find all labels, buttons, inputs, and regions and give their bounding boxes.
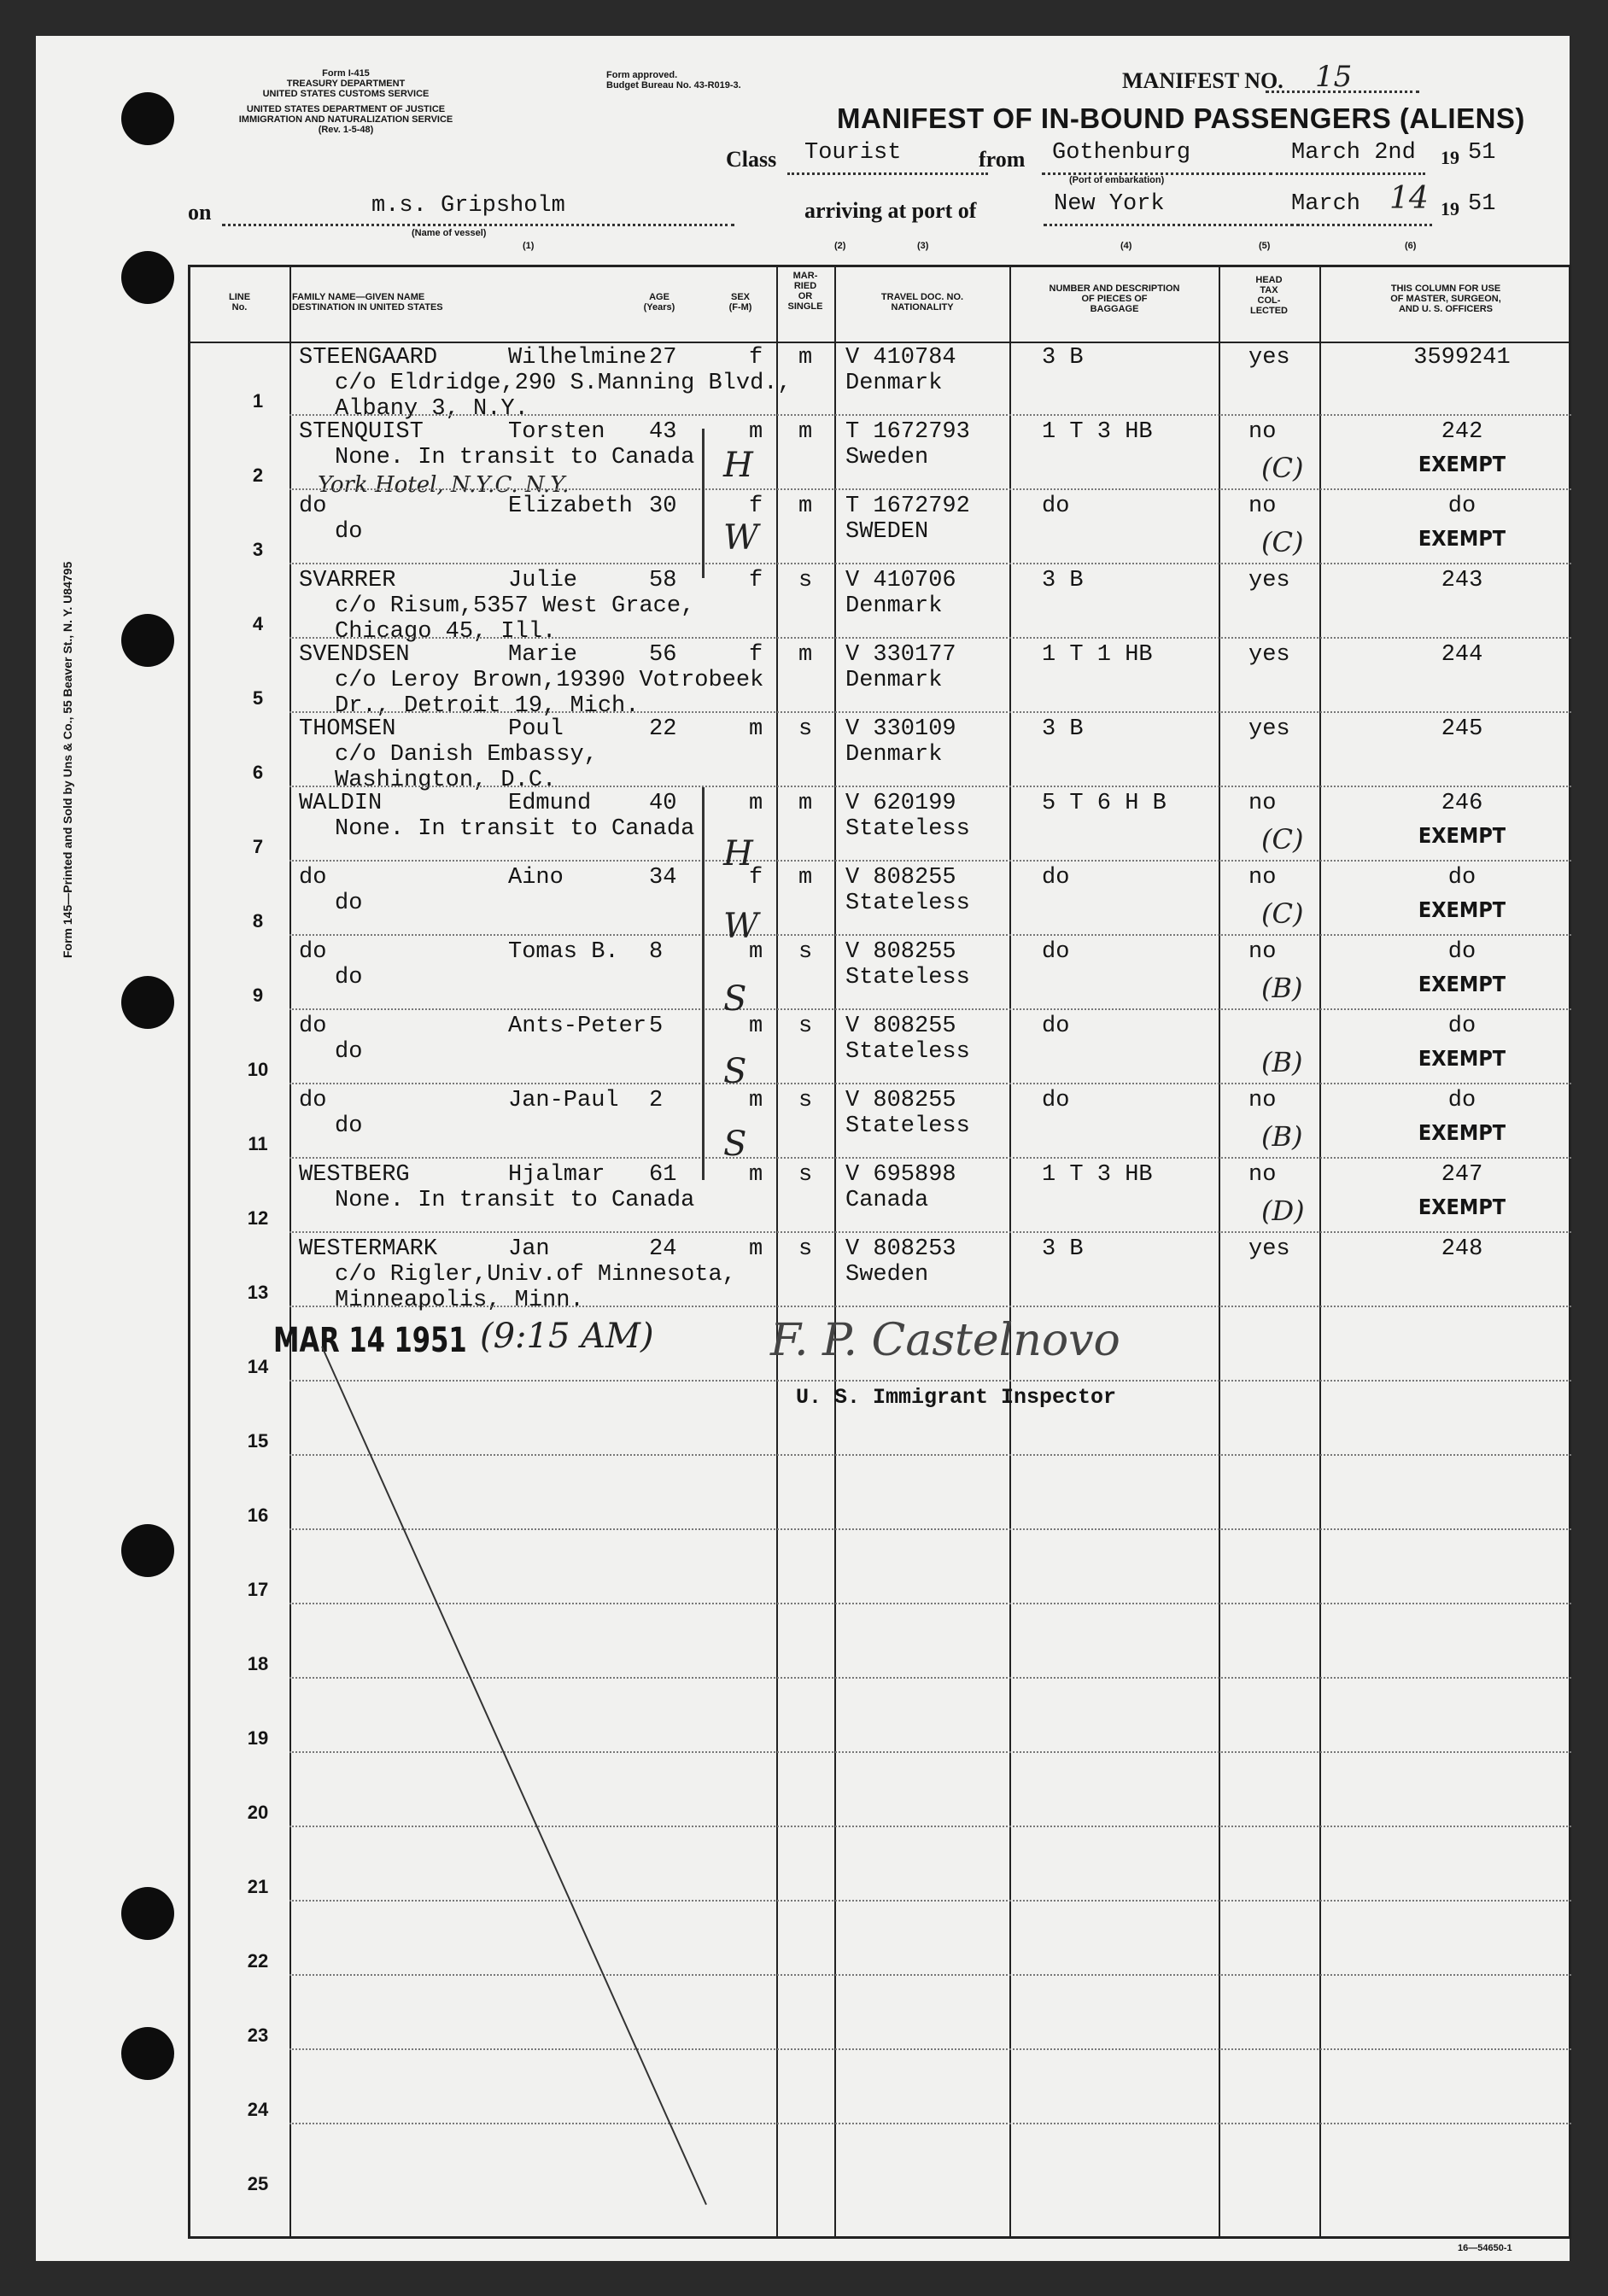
baggage: do — [1042, 1088, 1070, 1113]
family-name: do — [299, 494, 327, 519]
sex: m — [749, 939, 763, 965]
col-header-married: MAR- RIED OR SINGLE — [787, 271, 823, 312]
vessel-name: m.s. Gripsholm — [371, 193, 565, 219]
destination-2: Chicago 45, Ill. — [335, 619, 557, 645]
given-name: Torsten — [508, 419, 605, 445]
col-num-3: (3) — [917, 241, 929, 251]
baggage: 3 B — [1042, 716, 1084, 742]
col-header-officers: THIS COLUMN FOR USE OF MASTER, SURGEON, AND U. S. OFFICERS — [1390, 283, 1501, 314]
sex: f — [749, 345, 763, 371]
destination: do — [335, 965, 363, 990]
head-tax-collected: no — [1248, 939, 1277, 965]
family-name: do — [299, 865, 327, 891]
baggage: 5 T 6 H B — [1042, 791, 1167, 816]
age: 5 — [649, 1014, 664, 1039]
family-relation-mark: H — [723, 834, 753, 873]
age: 61 — [649, 1162, 677, 1188]
officer-entry: 248 — [1441, 1236, 1483, 1262]
head-tax-collected: no — [1248, 865, 1277, 891]
given-name: Edmund — [508, 791, 592, 816]
baggage: 3 B — [1042, 1236, 1084, 1262]
head-tax-collected: no — [1248, 1088, 1277, 1113]
nationality: Denmark — [845, 371, 943, 396]
travel-doc-no: V 330109 — [845, 716, 956, 742]
line-number: 25 — [247, 2173, 269, 2194]
baggage: 1 T 3 HB — [1042, 419, 1153, 445]
line-number: 3 — [252, 539, 264, 560]
nationality: Denmark — [845, 593, 943, 619]
line-number: 24 — [247, 2099, 269, 2120]
travel-doc-no: V 330177 — [845, 642, 956, 668]
sex: m — [749, 716, 763, 742]
baggage: do — [1042, 494, 1070, 519]
marital-status: m — [798, 642, 813, 668]
marital-status: s — [798, 568, 813, 593]
family-name: SVENDSEN — [299, 642, 410, 668]
exempt-stamp: EXEMPT — [1418, 972, 1506, 996]
footer-code: 16—54650-1 — [1458, 2243, 1512, 2253]
port-embarkation: Gothenburg — [1052, 140, 1191, 166]
sex: f — [749, 568, 763, 593]
nationality: Stateless — [845, 891, 970, 916]
family-name: THOMSEN — [299, 716, 396, 742]
destination: c/o Danish Embassy, — [335, 742, 598, 768]
revision: (Rev. 1-5-48) — [318, 125, 374, 135]
given-name: Jan-Paul — [508, 1088, 619, 1113]
given-name: Ants-Peter — [508, 1014, 647, 1039]
given-name: Marie — [508, 642, 578, 668]
from-label: from — [979, 147, 1026, 172]
sex: m — [749, 419, 763, 445]
officer-entry: 247 — [1441, 1162, 1483, 1188]
destination: c/o Risum,5357 West Grace, — [335, 593, 695, 619]
given-name: Elizabeth — [508, 494, 633, 519]
line-number: 22 — [247, 1950, 269, 1972]
travel-doc-no: T 1672793 — [845, 419, 970, 445]
officer-entry: do — [1447, 865, 1476, 891]
exempt-stamp: EXEMPT — [1418, 1046, 1506, 1071]
line-number: 23 — [247, 2024, 269, 2046]
line-number: 15 — [247, 1430, 269, 1452]
marital-status: m — [798, 419, 813, 445]
inspector-signature: F. P. Castelnovo — [770, 1315, 1120, 1366]
family-name: WESTERMARK — [299, 1236, 438, 1262]
class-label: Class — [726, 147, 777, 172]
arrival-port: New York — [1054, 191, 1165, 217]
form-approved: Form approved. — [606, 70, 678, 80]
family-name: STENQUIST — [299, 419, 424, 445]
head-tax-collected: yes — [1248, 642, 1290, 668]
family-relation-mark: H — [723, 446, 753, 485]
line-number: 14 — [247, 1356, 269, 1377]
sex: m — [749, 791, 763, 816]
line-number: 11 — [248, 1133, 268, 1154]
head-tax-collected: no — [1248, 1162, 1277, 1188]
col-num-6: (6) — [1405, 241, 1417, 251]
marital-status: s — [798, 939, 813, 965]
handwritten-note: York Hotel, N.Y.C. N.Y. — [318, 472, 570, 498]
arrival-year: 51 — [1468, 191, 1496, 217]
family-relation-mark: S — [723, 1125, 747, 1164]
family-name: WALDIN — [299, 791, 383, 816]
form-number: Form I-415 — [322, 68, 370, 79]
line-number: 10 — [247, 1059, 269, 1080]
manifest-title: MANIFEST OF IN-BOUND PASSENGERS (ALIENS) — [837, 102, 1525, 134]
nationality: Canada — [845, 1188, 929, 1213]
baggage: do — [1042, 865, 1070, 891]
marital-status: m — [798, 865, 813, 891]
line-number: 21 — [247, 1876, 269, 1897]
exempt-stamp: EXEMPT — [1418, 1120, 1506, 1145]
exempt-stamp: EXEMPT — [1418, 897, 1506, 922]
baggage: 3 B — [1042, 345, 1084, 371]
arriving-label: arriving at port of — [804, 198, 977, 223]
officer-entry: 245 — [1441, 716, 1483, 742]
head-tax-collected: no — [1248, 494, 1277, 519]
age: 2 — [649, 1088, 664, 1113]
destination: do — [335, 1039, 363, 1065]
destination: None. In transit to Canada — [335, 445, 695, 470]
baggage: 1 T 1 HB — [1042, 642, 1153, 668]
travel-doc-no: V 620199 — [845, 791, 956, 816]
officer-entry: 243 — [1441, 568, 1483, 593]
cancel-diagonal — [36, 36, 1570, 2261]
exempt-stamp: EXEMPT — [1418, 1195, 1506, 1219]
line-number: 12 — [247, 1207, 269, 1229]
sex: m — [749, 1014, 763, 1039]
officer-entry: 3599241 — [1413, 345, 1511, 371]
col-header-baggage: NUMBER AND DESCRIPTION OF PIECES OF BAGGAGE — [1049, 283, 1180, 314]
age: 56 — [649, 642, 677, 668]
marital-status: s — [798, 716, 813, 742]
age: 58 — [649, 568, 677, 593]
sex: f — [749, 865, 763, 891]
departure-date: March 2nd — [1291, 140, 1416, 166]
line-number: 1 — [252, 390, 264, 412]
depart-year-prefix: 19 — [1441, 147, 1459, 168]
col-header-sex: SEX (F-M) — [728, 292, 752, 313]
age: 8 — [649, 939, 664, 965]
travel-doc-no: V 808255 — [845, 865, 956, 891]
nationality: Stateless — [845, 1113, 970, 1139]
nationality: Sweden — [845, 1262, 929, 1288]
on-label: on — [188, 200, 212, 225]
destination: None. In transit to Canada — [335, 1188, 695, 1213]
vessel-caption: (Name of vessel) — [412, 228, 487, 238]
officer-entry: do — [1447, 494, 1476, 519]
given-name: Tomas B. — [508, 939, 619, 965]
destination: do — [335, 519, 363, 545]
nationality: Stateless — [845, 1039, 970, 1065]
head-tax-collected: yes — [1248, 1236, 1290, 1262]
age: 30 — [649, 494, 677, 519]
family-relation-mark: S — [723, 1052, 747, 1091]
officer-entry: do — [1447, 1014, 1476, 1039]
travel-doc-no: V 410706 — [845, 568, 956, 593]
class-value: Tourist — [804, 140, 902, 166]
exempt-stamp: EXEMPT — [1418, 526, 1506, 551]
travel-doc-no: V 695898 — [845, 1162, 956, 1188]
head-tax-collected: yes — [1248, 716, 1290, 742]
depart-year: 51 — [1468, 140, 1496, 166]
baggage: do — [1042, 939, 1070, 965]
travel-doc-no: V 808253 — [845, 1236, 956, 1262]
head-tax-collected: no — [1248, 419, 1277, 445]
head-tax-mark: (B) — [1261, 1120, 1303, 1153]
family-name: WESTBERG — [299, 1162, 410, 1188]
nationality: Stateless — [845, 965, 970, 990]
stamp-time: (9:15 AM) — [480, 1317, 654, 1356]
age: 40 — [649, 791, 677, 816]
nationality: Denmark — [845, 668, 943, 693]
line-number: 5 — [252, 687, 264, 709]
line-number: 17 — [247, 1579, 269, 1600]
nationality: Denmark — [845, 742, 943, 768]
destination: do — [335, 891, 363, 916]
baggage: do — [1042, 1014, 1070, 1039]
travel-doc-no: T 1672792 — [845, 494, 970, 519]
destination: c/o Rigler,Univ.of Minnesota, — [335, 1262, 736, 1288]
baggage: 1 T 3 HB — [1042, 1162, 1153, 1188]
line-number: 4 — [252, 613, 264, 634]
line-number: 6 — [252, 762, 264, 783]
marital-status: m — [798, 791, 813, 816]
manifest-no-value: 15 — [1315, 60, 1353, 94]
given-name: Hjalmar — [508, 1162, 605, 1188]
marital-status: s — [798, 1014, 813, 1039]
sex: m — [749, 1088, 763, 1113]
destination: c/o Leroy Brown,19390 Votrobeek — [335, 668, 764, 693]
customs-service: UNITED STATES CUSTOMS SERVICE — [262, 89, 430, 99]
travel-doc-no: V 410784 — [845, 345, 956, 371]
head-tax-collected: no — [1248, 791, 1277, 816]
line-number: 2 — [252, 464, 264, 486]
sex: f — [749, 642, 763, 668]
sex: m — [749, 1236, 763, 1262]
age: 43 — [649, 419, 677, 445]
destination: c/o Eldridge,290 S.Manning Blvd., — [335, 371, 792, 396]
family-name: STEENGAARD — [299, 345, 438, 371]
family-name: do — [299, 1088, 327, 1113]
line-number: 7 — [252, 836, 264, 857]
head-tax-mark: (C) — [1261, 823, 1304, 856]
arrival-day: 14 — [1389, 181, 1429, 216]
officer-entry: 242 — [1441, 419, 1483, 445]
head-tax-mark: (C) — [1261, 452, 1304, 484]
nationality: Sweden — [845, 445, 929, 470]
col-num-5: (5) — [1259, 241, 1271, 251]
marital-status: m — [798, 494, 813, 519]
col-num-2: (2) — [834, 241, 846, 251]
given-name: Poul — [508, 716, 564, 742]
col-header-name: FAMILY NAME—GIVEN NAME DESTINATION IN UNITED STATES — [292, 292, 443, 313]
given-name: Aino — [508, 865, 564, 891]
line-number: 13 — [247, 1282, 269, 1303]
line-number: 16 — [247, 1504, 269, 1526]
marital-status: s — [798, 1088, 813, 1113]
col-header-line: LINE No. — [228, 292, 251, 313]
head-tax-mark: (D) — [1261, 1195, 1305, 1227]
head-tax-mark: (B) — [1261, 972, 1303, 1004]
ins-service: IMMIGRATION AND NATURALIZATION SERVICE — [238, 114, 453, 125]
destination-2: Washington, D.C. — [335, 768, 557, 793]
arrival-year-prefix: 19 — [1441, 198, 1459, 219]
given-name: Jan — [508, 1236, 550, 1262]
manifest-no-label: MANIFEST NO. — [1122, 68, 1283, 93]
destination: do — [335, 1113, 363, 1139]
family-relation-mark: W — [723, 907, 759, 946]
line-number: 20 — [247, 1802, 269, 1823]
officer-entry: 244 — [1441, 642, 1483, 668]
given-name: Wilhelmine — [508, 345, 647, 371]
head-tax-mark: (B) — [1261, 1046, 1303, 1078]
family-name: do — [299, 1014, 327, 1039]
age: 24 — [649, 1236, 677, 1262]
line-number: 8 — [252, 910, 264, 932]
budget-bureau: Budget Bureau No. 43-R019-3. — [606, 80, 741, 91]
col-header-age: AGE (Years) — [643, 292, 675, 313]
age: 22 — [649, 716, 677, 742]
travel-doc-no: V 808255 — [845, 1014, 956, 1039]
justice-dept: UNITED STATES DEPARTMENT OF JUSTICE — [246, 104, 446, 114]
head-tax-collected: yes — [1248, 568, 1290, 593]
manifest-page — [36, 36, 1570, 2261]
officer-entry: do — [1447, 1088, 1476, 1113]
age: 34 — [649, 865, 677, 891]
family-relation-mark: S — [723, 979, 747, 1019]
col-num-1: (1) — [523, 241, 535, 251]
inspector-title: U. S. Immigrant Inspector — [796, 1385, 1117, 1410]
age: 27 — [649, 345, 677, 371]
nationality: SWEDEN — [845, 519, 929, 545]
exempt-stamp: EXEMPT — [1418, 823, 1506, 848]
arrival-month: March — [1291, 191, 1361, 217]
head-tax-collected: yes — [1248, 345, 1290, 371]
nationality: Stateless — [845, 816, 970, 842]
family-relation-mark: W — [723, 518, 759, 558]
line-number: 18 — [247, 1653, 269, 1674]
family-name: SVARRER — [299, 568, 396, 593]
head-tax-mark: (C) — [1261, 526, 1304, 558]
marital-status: m — [798, 345, 813, 371]
destination-2: Minneapolis, Minn. — [335, 1288, 584, 1313]
head-tax-mark: (C) — [1261, 897, 1304, 930]
given-name: Julie — [508, 568, 578, 593]
date-stamp: MAR 14 1951 — [273, 1321, 467, 1360]
line-number: 19 — [247, 1727, 269, 1749]
side-print: Form 145—Printed and Sold by Uns & Co., 55 Beaver St., N. Y. U84795 — [61, 561, 74, 958]
destination-2: Dr., Detroit 19, Mich. — [335, 693, 640, 719]
line-number: 9 — [252, 984, 264, 1006]
sex: f — [749, 494, 763, 519]
col-header-travel: TRAVEL DOC. NO. NATIONALITY — [880, 292, 964, 313]
travel-doc-no: V 808255 — [845, 939, 956, 965]
treasury-dept: TREASURY DEPARTMENT — [286, 79, 406, 89]
port-embark-caption: (Port of embarkation) — [1069, 175, 1165, 185]
sex: m — [749, 1162, 763, 1188]
exempt-stamp: EXEMPT — [1418, 452, 1506, 476]
destination: None. In transit to Canada — [335, 816, 695, 842]
travel-doc-no: V 808255 — [845, 1088, 956, 1113]
officer-entry: do — [1447, 939, 1476, 965]
marital-status: s — [798, 1162, 813, 1188]
col-num-4: (4) — [1120, 241, 1132, 251]
family-name: do — [299, 939, 327, 965]
baggage: 3 B — [1042, 568, 1084, 593]
destination-2: Albany 3, N.Y. — [335, 396, 529, 422]
officer-entry: 246 — [1441, 791, 1483, 816]
marital-status: s — [798, 1236, 813, 1262]
col-header-headtax: HEAD TAX COL- LECTED — [1250, 275, 1288, 316]
